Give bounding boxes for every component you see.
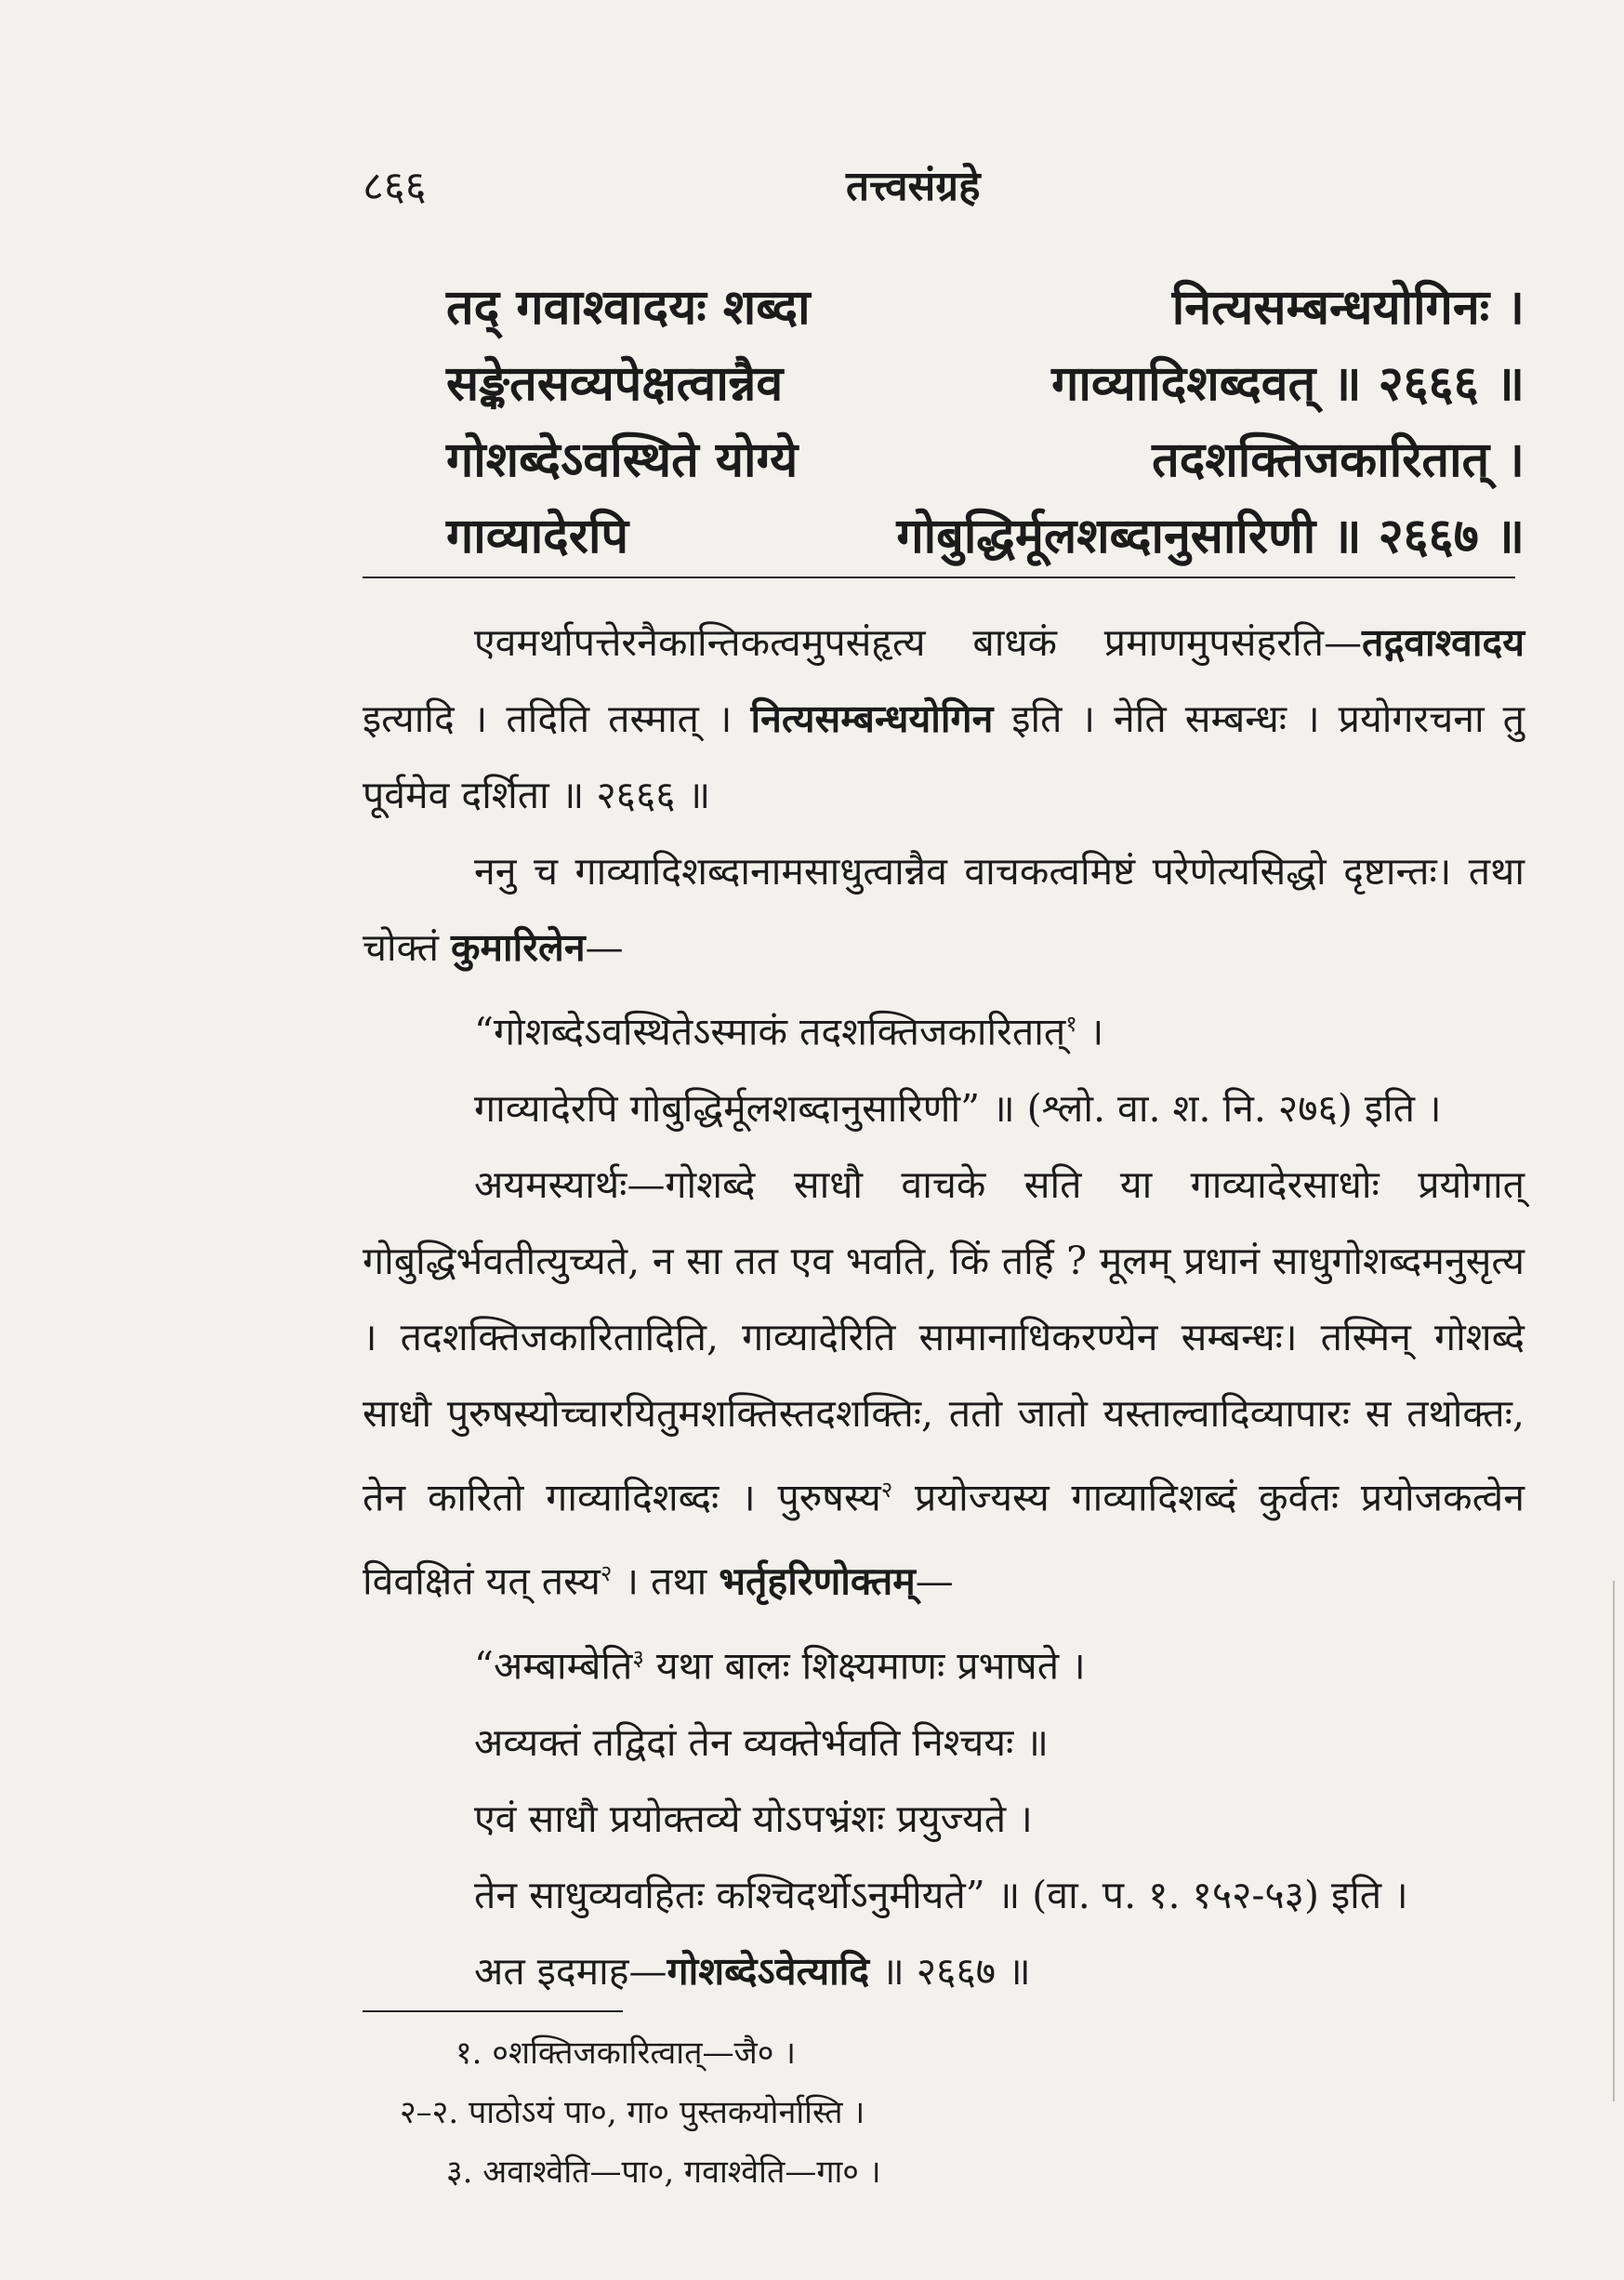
verse-line-right: गाव्यादिशब्दवत् ॥ २६६६ ॥	[1051, 355, 1525, 412]
footnotes	[400, 2023, 1469, 2202]
commentary-text: इति । नेति सम्बन्धः । प्रयोगरचना तु पूर्वमेव दर्शिता ॥ २६६६ ॥	[363, 696, 1525, 817]
commentary-text: ॥ २६६७ ॥	[869, 1948, 1031, 1994]
verse-block	[446, 270, 1525, 575]
quotation-line	[474, 1704, 1525, 1781]
quotation-text: यथा बालः शिक्ष्यमाणः प्रभाषते ।	[643, 1643, 1086, 1689]
quotation-line	[474, 1070, 1525, 1147]
page-header	[363, 156, 1450, 221]
verse-line-right: तदशक्तिजकारितात् ।	[1152, 431, 1525, 488]
verse-divider	[363, 577, 1515, 578]
verse-line-right: नित्यसम्बन्धयोगिनः ।	[1171, 279, 1525, 336]
verse-line-left: गाव्यादेरपि	[446, 508, 629, 564]
commentary-text: एवमर्थापत्तेरनैकान्तिकत्वमुपसंहृत्य बाधकं प्रमाणमुपसंहरति—	[474, 620, 1362, 665]
commentary-text: —	[915, 1558, 954, 1604]
commentary-paragraph	[363, 604, 1525, 833]
commentary-paragraph	[363, 833, 1525, 986]
quotation-text: एवं साधौ प्रयोक्तव्ये योऽपभ्रंशः प्रयुज्यते ।	[474, 1796, 1033, 1841]
commentary-text: इत्यादि । तदिति तस्मात् ।	[363, 696, 751, 741]
footnote-divider	[363, 2010, 623, 2012]
quotation-line	[474, 986, 1525, 1070]
quotation-text: “गोशब्देऽवस्थितेऽस्माकं तदशक्तिजकारितात्	[474, 1009, 1066, 1054]
commentary-text: । तथा	[612, 1558, 720, 1604]
commentary-keyword: नित्यसम्बन्धयोगिन	[750, 696, 994, 741]
page-number: ८६६	[363, 163, 427, 210]
commentary-text: ननु च गाव्यादिशब्दानामसाधुत्वान्नैव वाचकत्वमिष्टं परेणेत्यसिद्धो दृष्टान्तः। तथा चोक्तं	[363, 849, 1525, 970]
page-edge-shadow	[1613, 1581, 1615, 2101]
footnote-marker: २	[600, 1560, 613, 1587]
quotation-line	[474, 1781, 1525, 1857]
quotation-text: तेन साधुव्यवहितः कश्चिदर्थोऽनुमीयते” ॥ (वा. प. १. १५२-५३) इति ।	[474, 1872, 1408, 1917]
footnote-marker: २	[880, 1476, 893, 1503]
commentary-keyword: भर्तृहरिणोक्तम्	[719, 1558, 916, 1604]
commentary-text: प्रयोज्यस्य गाव्यादिशब्दं कुर्वतः प्रयोजकत्वेन विवक्षितं यत् तस्य	[363, 1475, 1525, 1604]
commentary-text: —	[585, 925, 624, 970]
verse-line-left: सङ्केतसव्यपेक्षत्वान्नैव	[446, 355, 784, 412]
footnote: ३. अवाश्वेति—पा०, गवाश्वेति—गा० ।	[446, 2154, 881, 2191]
commentary	[363, 604, 1525, 2009]
commentary-text: अयमस्यार्थः—गोशब्दे साधौ वाचके सति या गाव्यादेरसाधोः प्रयोगात् गोबुद्धिर्भवतीत्युच्यते, न सा तत एव भवति, किं तर्हि ? मूलम् प्रधानं साधुगोशब्दमनुसृत्य । तदशक्तिजकारितादिति, गाव्यादेरिति सामानाधिकरण्येन सम्बन्धः। तस्मिन् गोशब्दे साधौ पुरुषस्योच्चारयितुमशक्तिस्तदशक्तिः, ततो जातो यस्ताल्वादिव्यापारः स तथोक्तः, तेन कारितो गाव्यादिशब्दः । पुरुषस्य	[363, 1161, 1525, 1520]
quotation-line	[474, 1620, 1525, 1704]
commentary-text: अत इदमाह—	[474, 1948, 667, 1994]
verse-line	[446, 346, 1525, 422]
verse-line-left: तद् गवाश्वादयः शब्दा	[446, 279, 811, 336]
commentary-closing	[474, 1933, 1525, 2009]
commentary-keyword: तद्गवाश्वादय	[1361, 620, 1525, 665]
commentary-keyword: गोशब्देऽवेत्यादि	[667, 1948, 870, 1994]
footnote: १. ०शक्तिजकारित्वात्—जै० ।	[456, 2035, 797, 2072]
quotation-line	[474, 1857, 1525, 1933]
commentary-paragraph	[363, 1147, 1525, 1620]
verse-line	[446, 498, 1525, 575]
footnote-marker: १	[1065, 1011, 1077, 1037]
running-title: तत्त्वसंग्रहे	[846, 163, 981, 210]
verse-line	[446, 422, 1525, 498]
verse-line	[446, 270, 1525, 346]
quotation-text: “अम्बाम्बेति	[474, 1643, 633, 1689]
footnote: २–२. पाठोऽयं पा०, गा० पुस्तकयोर्नास्ति ।	[400, 2094, 865, 2131]
commentary-keyword: कुमारिलेन	[451, 925, 586, 970]
footnote-marker: ३	[632, 1644, 644, 1671]
verse-line-left: गोशब्देऽवस्थिते योग्ये	[446, 431, 799, 488]
quotation-text: ।	[1076, 1009, 1104, 1054]
quotation-text: गाव्यादेरपि गोबुद्धिर्मूलशब्दानुसारिणी” ॥ (श्लो. वा. श. नि. २७६) इति ।	[474, 1085, 1442, 1131]
verse-line-right: गोबुद्धिर्मूलशब्दानुसारिणी ॥ २६६७ ॥	[896, 508, 1525, 564]
quotation-text: अव्यक्तं तद्विदां तेन व्यक्तेर्भवति निश्चयः ॥	[474, 1719, 1049, 1765]
